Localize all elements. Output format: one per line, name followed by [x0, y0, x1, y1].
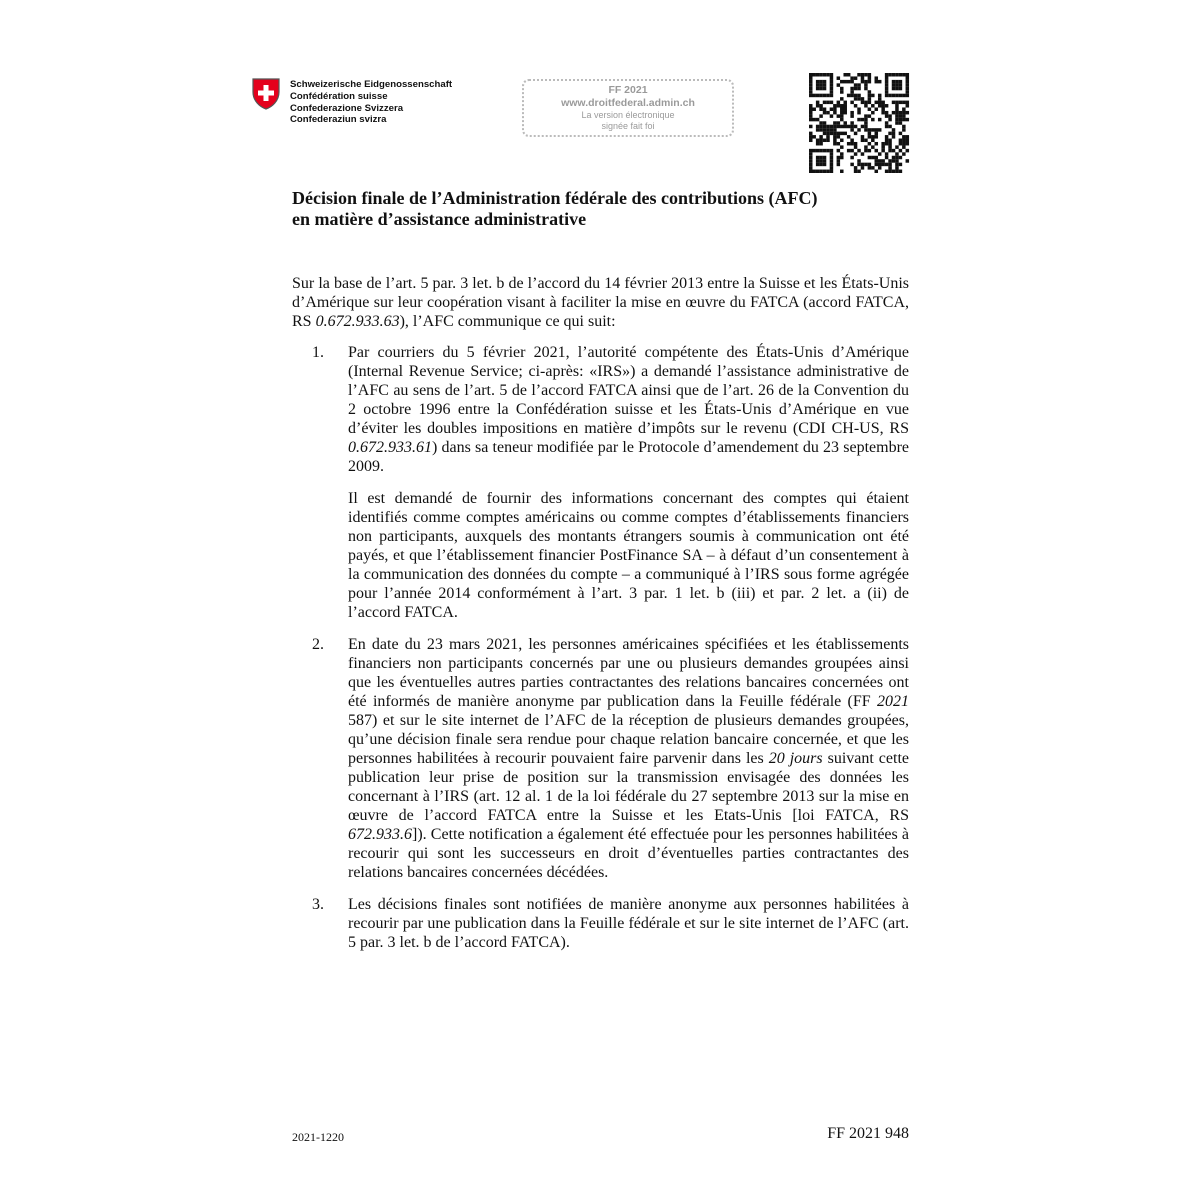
item-1-paragraph-2: Il est demandé de fournir des informations concernant des comptes qui étaient identifiés comme comptes américains ou comme comptes d’établissements financiers non participants, auxquels des montants étrangers soumis à communication ont été payés, et que l’établissement financier PostFinance SA – à défaut d’un consentement à la communication des données du compte – a communiqué à l’IRS sous forme agrégée pour l’année 2014 conformément à l’art. 3 par. 1 let. b (iii) et par. 2 let. a (ii) de l’accord FATCA.	[348, 490, 909, 621]
electronic-version-stamp	[522, 79, 734, 137]
document-body	[292, 274, 909, 965]
item-2-paragraph	[348, 635, 909, 882]
item-2-text-b: 587) et sur le site internet de l’AFC de la réception de plusieurs demandes groupées, qu’une décision finale sera rendue pour chaque relation bancaire concernée, et que les personnes habilitées à recourir pouvaient faire parvenir dans les	[348, 712, 909, 767]
list-number-2: 2.	[312, 636, 324, 653]
item-1-text-end: ) dans sa teneur modifiée par le Protocole d’amendement du 23 septembre 2009.	[348, 439, 909, 475]
confed-name-it: Confederazione Svizzera	[290, 102, 404, 114]
item-2-ff-year: 2021	[877, 693, 909, 710]
intro-text-start: Sur la base de l’art. 5 par. 3 let. b de l’accord du 14 février 2013 entre la Suisse et les États-Unis d’Amérique sur leur coopération visant à faciliter la mise en œuvre du FATCA (accord FATCA, RS	[292, 275, 909, 330]
item-3-paragraph: Les décisions finales sont notifiées de manière anonyme aux personnes habilitées à recourir par une publication dans la Feuille fédérale et sur le site internet de l’AFC (art. 5 par. 3 let. b de l’accord FATCA).	[348, 896, 909, 951]
confed-name-rm: Confederaziun svizra	[290, 114, 387, 126]
item-1-text-start: Par courriers du 5 février 2021, l’autorité compétente des États-Unis d’Amérique (Internal Revenue Service; ci-après: «IRS») a demandé l’assistance administrative de l’AFC au sens de l’art. 5 de l’accord FATCA ainsi que de l’art. 26 de la Convention du 2 octobre 1996 entre la Confédération suisse et les États-Unis d’Amérique en vue d’éviter les doubles impositions en matière d’impôts sur le revenu (CDI CH-US, RS	[348, 344, 909, 437]
list-item-1	[292, 343, 909, 622]
list-number-3: 3.	[312, 896, 324, 913]
item-2-deadline: 20 jours	[768, 750, 823, 767]
item-2-rs-reference: 672.933.6	[348, 826, 412, 843]
list-item-2	[292, 635, 909, 882]
stamp-url: www.droitfederal.admin.ch	[561, 97, 695, 109]
item-1-rs-reference: 0.672.933.61	[348, 439, 432, 456]
qr-code-icon	[808, 73, 910, 173]
item-2-text-a: En date du 23 mars 2021, les personnes américaines spécifiées et les établissements financiers non participants concernés par une ou plusieurs demandes groupées ainsi que les éventuelles autres parties contractantes des relations bancaires concernées ont été informés de manière anonyme par publication dans la Feuille fédérale (FF	[348, 636, 909, 710]
intro-paragraph	[292, 274, 909, 331]
intro-rs-reference: 0.672.933.63	[315, 313, 400, 330]
swiss-coat-of-arms-icon	[251, 77, 281, 110]
stamp-note-1: La version électronique	[581, 110, 675, 120]
title-line-2: en matière d’assistance administrative	[292, 209, 587, 229]
confed-name-fr: Confédération suisse	[290, 90, 388, 102]
confederation-names	[290, 79, 452, 126]
item-2-text-d: ]). Cette notification a également été effectuée pour les personnes habilitées à recourir qui sont les successeurs en droit d’éventuelles parties contractantes des relations bancaires concernées décédées.	[348, 826, 909, 881]
list-number-1: 1.	[312, 344, 324, 361]
intro-text-end: ), l’AFC communique ce qui suit:	[399, 313, 616, 330]
confed-name-de: Schweizerische Eidgenossenschaft	[290, 79, 453, 90]
stamp-ff-year: FF 2021	[608, 84, 648, 96]
document-title	[292, 188, 912, 230]
list-item-3	[292, 895, 909, 952]
item-1-paragraph-1	[348, 343, 909, 476]
footer-ff-reference: FF 2021 948	[827, 1125, 909, 1142]
title-line-1: Décision finale de l’Administration fédérale des contributions (AFC)	[292, 188, 818, 208]
stamp-note-2: signée fait foi	[601, 121, 655, 131]
item-2-text-c: suivant cette publication leur prise de position sur la transmission envisagée des données les concernant à l’IRS (art. 12 al. 1 de la loi fédérale du 27 septembre 2013 sur la mise en œuvre de l’accord FATCA entre la Suisse et les Etats-Unis [loi FATCA, RS	[348, 750, 909, 824]
document-header	[0, 0, 1200, 180]
footer-document-number: 2021-1220	[292, 1130, 344, 1144]
